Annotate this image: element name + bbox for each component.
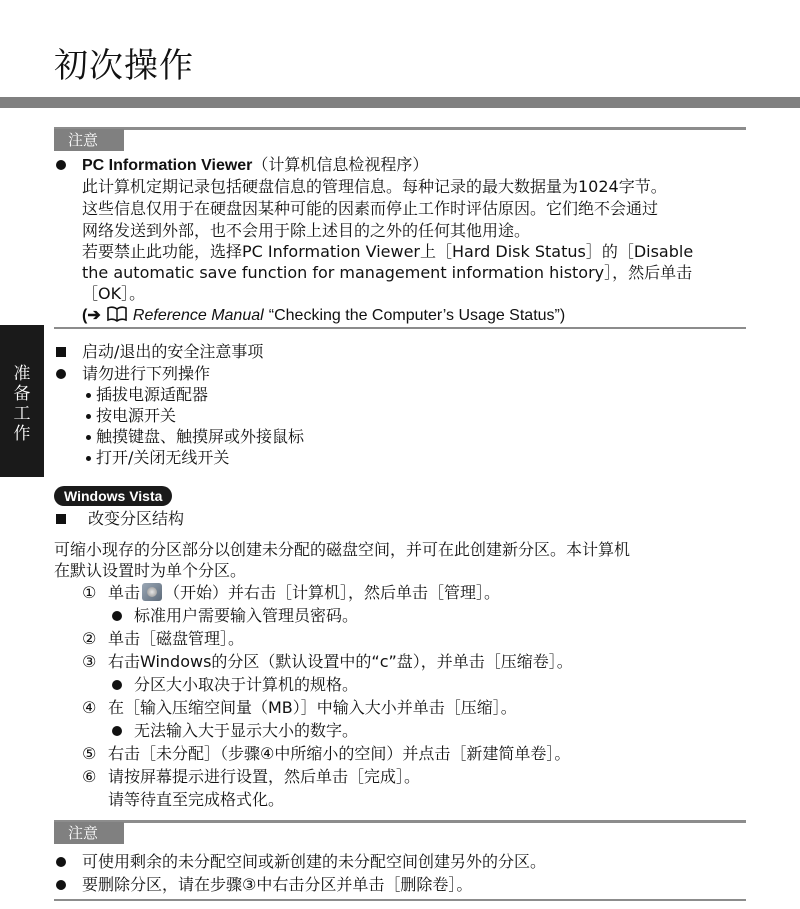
step-text-after: （开始）并右击［计算机］，然后单击［管理］。 <box>164 583 501 602</box>
note-end-rule <box>54 899 746 901</box>
note-line: ［OK］。 <box>82 284 146 303</box>
note-heading-title: PC Information Viewer <box>82 157 253 174</box>
step-number: ⑤ <box>82 744 97 763</box>
note-line: 网络发送到外部，也不会用于除上述目的之外的任何其他用途。 <box>82 221 531 240</box>
startup-item: 插拔电源适配器 <box>96 385 209 404</box>
page-title: 初次操作 <box>54 46 194 86</box>
bullet-icon <box>112 611 122 621</box>
windows-vista-badge: Windows Vista <box>54 486 172 506</box>
reference-topic: “Checking the Computer’s Usage Status”) <box>268 307 566 324</box>
note-label: 注意 <box>54 822 124 844</box>
small-bullet-icon <box>86 435 91 440</box>
step-text: 在［输入压缩空间量（MB）］中输入大小并单击［压缩］。 <box>108 698 517 717</box>
startup-item: 按电源开关 <box>96 406 177 425</box>
startup-warning: 请勿进行下列操作 <box>82 364 211 383</box>
bullet-icon <box>56 880 66 890</box>
vista-heading: 改变分区结构 <box>88 509 185 528</box>
startup-heading: 启动/退出的安全注意事项 <box>82 342 264 361</box>
note-line: 若要禁止此功能，选择PC Information Viewer上［Hard Disk Status］的［Disable <box>82 242 694 261</box>
small-bullet-icon <box>86 456 91 461</box>
note-line: 此计算机定期记录包括硬盘信息的管理信息。每种记录的最大数据量为1024字节。 <box>82 177 667 196</box>
startup-item: 触摸键盘、触摸屏或外接鼠标 <box>96 427 305 446</box>
step-number: ② <box>82 629 97 648</box>
note-heading-suffix: （计算机信息检视程序） <box>252 155 429 174</box>
note-end-rule <box>54 327 746 329</box>
square-bullet-icon <box>56 347 66 357</box>
note-item: 可使用剩余的未分配空间或新创建的未分配空间创建另外的分区。 <box>82 852 547 871</box>
step-text: 右击Windows的分区（默认设置中的“c”盘），并单击［压缩卷］。 <box>108 652 573 671</box>
note-rule <box>54 820 746 823</box>
note-rule <box>54 127 746 130</box>
small-bullet-icon <box>86 393 91 398</box>
step-number: ⑥ <box>82 767 97 786</box>
step-continuation: 请等待直至完成格式化。 <box>108 790 285 809</box>
note-line: the automatic save function for management information history］，然后单击 <box>82 263 693 282</box>
step-subnote: 无法输入大于显示大小的数字。 <box>134 721 359 740</box>
step-number: ① <box>82 583 97 602</box>
step-subnote: 分区大小取决于计算机的规格。 <box>134 675 359 694</box>
bullet-icon <box>112 680 122 690</box>
step-text: 请按屏幕提示进行设置，然后单击［完成］。 <box>108 767 421 786</box>
step-number: ④ <box>82 698 97 717</box>
reference-prefix: (➔ <box>82 307 101 324</box>
step-text <box>108 582 500 604</box>
note-heading <box>82 154 428 177</box>
vista-intro: 可缩小现存的分区部分以创建未分配的磁盘空间，并可在此创建新分区。本计算机 <box>54 540 631 559</box>
step-text: 单击［磁盘管理］。 <box>108 629 245 648</box>
reference-manual: Reference Manual <box>132 307 264 324</box>
bullet-icon <box>56 369 66 379</box>
note-label: 注意 <box>54 129 124 151</box>
startup-item: 打开/关闭无线开关 <box>96 448 230 467</box>
step-number: ③ <box>82 652 97 671</box>
vista-intro: 在默认设置时为单个分区。 <box>54 561 247 580</box>
step-text: 右击［未分配］（步骤④中所缩小的空间）并点击［新建简单卷］。 <box>108 744 571 763</box>
windows-start-icon <box>142 583 162 601</box>
reference-line <box>82 304 565 327</box>
title-bar <box>0 97 800 108</box>
side-tab-label: 准备工作 <box>13 364 31 444</box>
note-item: 要删除分区，请在步骤③中右击分区并单击［删除卷］。 <box>82 875 473 894</box>
step-text-before: 单击 <box>108 583 141 602</box>
bullet-icon <box>56 857 66 867</box>
bullet-icon <box>56 160 66 170</box>
small-bullet-icon <box>86 414 91 419</box>
note-line: 这些信息仅用于在硬盘因某种可能的因素而停止工作时评估原因。它们绝不会通过 <box>82 199 659 218</box>
step-subnote: 标准用户需要输入管理员密码。 <box>134 606 359 625</box>
reference-manual-icon <box>106 305 133 324</box>
square-bullet-icon <box>56 514 66 524</box>
bullet-icon <box>112 726 122 736</box>
